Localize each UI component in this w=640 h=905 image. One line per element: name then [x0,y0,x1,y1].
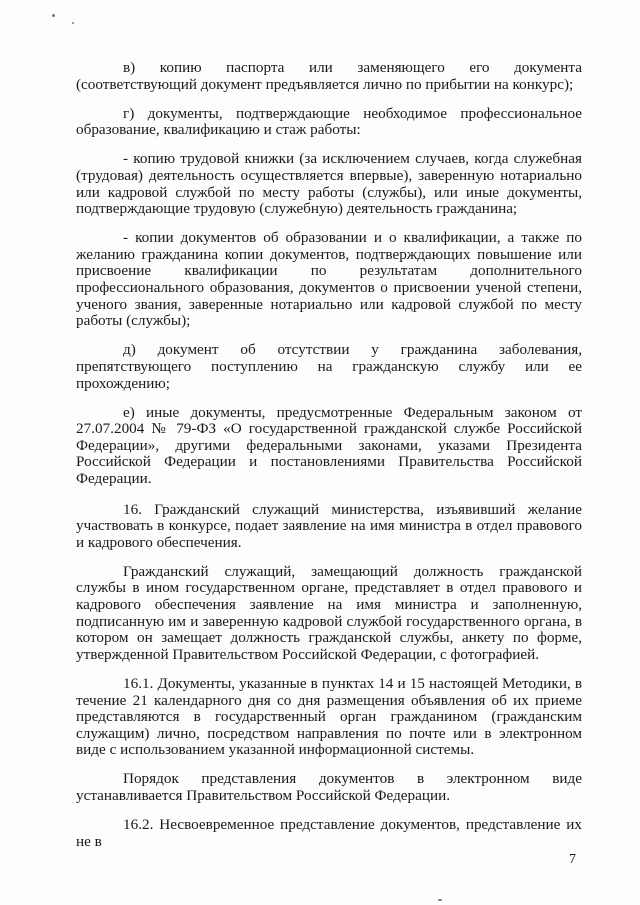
paragraph-other-agency-servant: Гражданский служащий, замещающий должность гражданской службы в ином государственном органе, представляет в отдел правового и кадрового обеспечения заявление на имя министра и заполненную, подписанную им и заверенную кадровой службой государственного органа, в котором он замещает должность гражданской службы, анкету по форме, утвержденной Правительством Российской Федерации, с фотографией. [76,562,582,663]
paragraph-passport-copy: в) копию паспорта или заменяющего его документа (соответствующий документ предъявляется лично по прибытии на конкурс); [76,59,582,93]
scan-speck [438,899,442,901]
paragraph-education-copies: - копии документов об образовании и о квалификации, а также по желанию гражданина копии документов, подтверждающих повышение или присвоение квалификации по результатам дополнительного профессионального образования, документов о присвоении ученой степени, ученого звания, заверенные нотариально или кадровой службой по месту работы (службы); [76,229,582,330]
page-number: 7 [569,852,576,867]
scan-speck [72,22,74,24]
paragraph-item-16-1: 16.1. Документы, указанные в пунктах 14 и 15 настоящей Методики, в течение 21 календарного дня со дня размещения объявления об их приеме представляются в государственный орган гражданином (гражданским служащим) лично, посредством направления по почте или в электронном виде с использованием указанной информационной системы. [76,674,582,759]
scan-speck [52,14,55,17]
paragraph-health-document: д) документ об отсутствии у гражданина заболевания, препятствующего поступлению на гражданскую службу или ее прохождению; [76,341,582,392]
paragraph-other-documents: е) иные документы, предусмотренные Федеральным законом от 27.07.2004 № 79-ФЗ «О государственной гражданской службе Российской Федерации», другими федеральными законами, указами Президента Российской Федерации и постановлениями Правительства Российской Федерации. [76,403,582,487]
document-body [76,60,582,863]
paragraph-item-16: 16. Гражданский служащий министерства, изъявивший желание участвовать в конкурсе, подает заявление на имя министра в отдел правового и кадрового обеспечения. [76,500,582,551]
paragraph-electronic-procedure: Порядок представления документов в электронном виде устанавливается Правительством Российской Федерации. [76,770,582,804]
paragraph-item-16-2: 16.2. Несвоевременное представление документов, представление их не в [76,816,582,850]
paragraph-qualification-documents: г) документы, подтверждающие необходимое профессиональное образование, квалификацию и стаж работы: [76,104,582,139]
paragraph-work-book-copy: - копию трудовой книжки (за исключением случаев, когда служебная (трудовая) деятельность осуществляется впервые), заверенную нотариально или кадровой службой по месту работы (службы), или иные документы, подтверждающие трудовую (служебную) деятельность гражданина; [76,150,582,218]
